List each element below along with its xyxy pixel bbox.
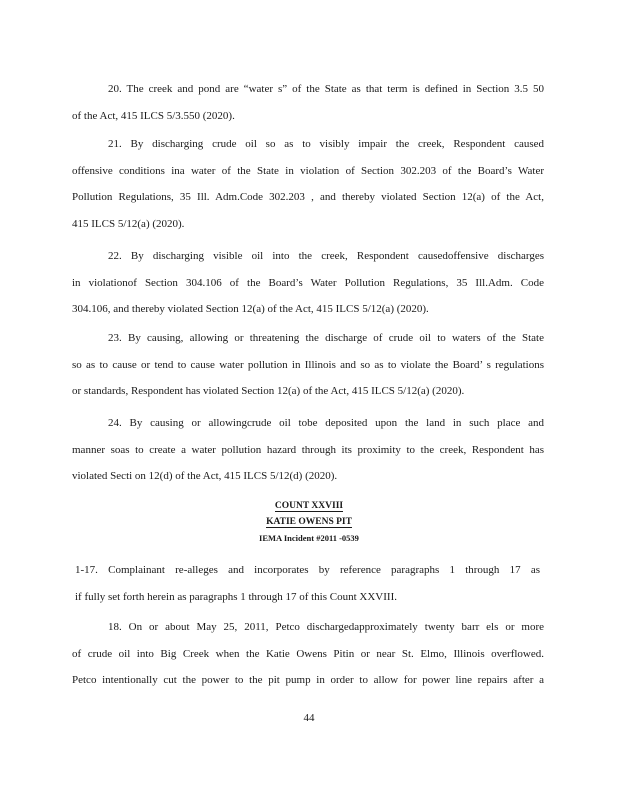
paragraph-23	[72, 325, 544, 405]
paragraph-line: manner soas to create a water pollution hazard through its proximity to the creek, Respondent has	[72, 443, 544, 456]
paragraph-18	[72, 614, 544, 694]
paragraph-line: of the Act, 415 ILCS 5/3.550 (2020).	[72, 109, 235, 122]
paragraph-line: Pollution Regulations, 35 Ill. Adm.Code 302.203 , and thereby violated Section 12(a) of the Act,	[72, 191, 544, 203]
count-heading-line3	[0, 533, 618, 543]
paragraph-22	[72, 243, 544, 323]
page-number: 44	[303, 712, 315, 724]
paragraph-21	[72, 131, 544, 237]
paragraph-line: 304.106, and thereby violated Section 12(a) of the Act, 415 ILCS 5/12(a) (2020).	[72, 303, 429, 315]
paragraph-line: 18. On or about May 25, 2011, Petco dischargedapproximately twenty barr els or more	[108, 621, 544, 633]
paragraph-line: 24. By causing or allowingcrude oil tobe deposited upon the land in such place and	[108, 417, 544, 429]
paragraph-line: 22. By discharging visible oil into the creek, Respondent causedoffensive discharges	[108, 250, 544, 262]
paragraph-line: 21. By discharging crude oil so as to visibly impair the creek, Respondent caused	[108, 138, 544, 150]
count-heading-line2	[0, 517, 618, 527]
paragraph-line: in violationof Section 304.106 of the Board’s Water Pollution Regulations, 35 Ill.Adm. Code	[72, 276, 544, 289]
paragraph-line: if fully set forth herein as paragraphs 1 through 17 of this Count XXVIII.	[75, 590, 397, 603]
paragraph-line: violated Secti on 12(d) of the Act, 415 ILCS 5/12(d) (2020).	[72, 470, 338, 482]
paragraph-line: so as to cause or tend to cause water pollution in Illinois and so as to violate the Board’ s regulations	[72, 358, 544, 371]
incident-number: IEMA Incident #2011 -0539	[259, 533, 359, 543]
paragraph-line: 23. By causing, allowing or threatening the discharge of crude oil to waters of the State	[108, 332, 544, 344]
paragraph-1-17	[75, 557, 540, 610]
paragraph-line: 20. The creek and pond are “water s” of the State as that term is defined in Section 3.5 50	[108, 83, 544, 95]
paragraph-20	[72, 76, 544, 129]
paragraph-line: offensive conditions ina water of the State in violation of Section 302.203 of the Board’s Water	[72, 164, 544, 177]
count-heading-line1	[0, 501, 618, 511]
paragraph-line: 1-17. Complainant re-alleges and incorporates by reference paragraphs 1 through 17 as	[75, 564, 540, 576]
count-title: COUNT XXVIII	[274, 501, 344, 511]
paragraph-24	[72, 410, 544, 490]
paragraph-line: of crude oil into Big Creek when the Katie Owens Pitin or near St. Elmo, Illinois overflowed.	[72, 647, 544, 660]
count-subtitle: KATIE OWENS PIT	[266, 517, 352, 527]
paragraph-line: Petco intentionally cut the power to the pit pump in order to allow for power line repairs after a	[72, 674, 544, 686]
paragraph-line: 415 ILCS 5/12(a) (2020).	[72, 217, 185, 230]
paragraph-line: or standards, Respondent has violated Section 12(a) of the Act, 415 ILCS 5/12(a) (2020).	[72, 385, 465, 397]
